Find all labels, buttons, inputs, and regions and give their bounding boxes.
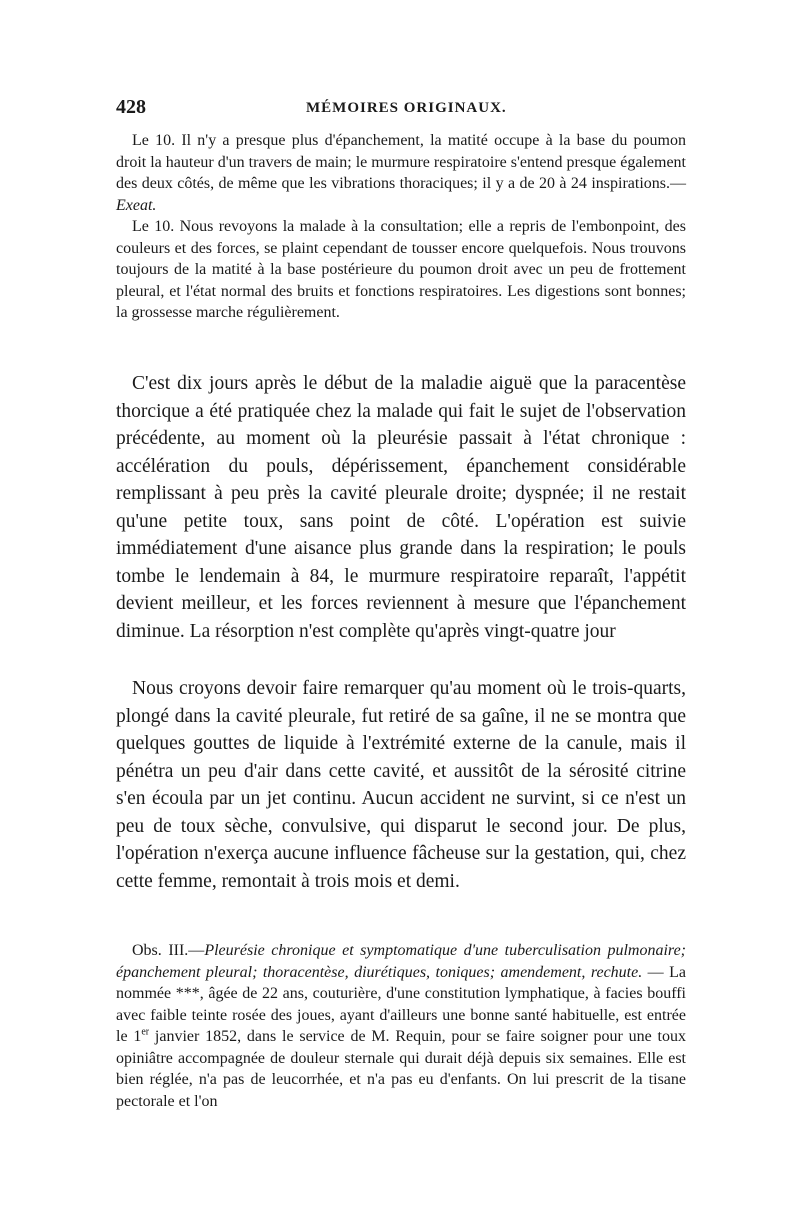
running-header [116,96,686,122]
observation-title: Pleurésie chronique et symptomatique d'une tuberculisation pulmonaire; épanchement pleural; thoracentèse, diurétiques, toniques; amendement, rechute. [116,942,686,981]
observation-text-continued: janvier 1852, dans le service de M. Requin, pour se faire soigner pour une toux opiniâtre accompagnée de douleur sternale qui durait déjà depuis six semaines. Elle est bien réglée, n'a pas de leucorrhée, et n'a pas eu d'enfants. On lui prescrit de la tisane pectorale et l'on [116,1028,687,1110]
paragraph-text: Le 10. Il n'y a presque plus d'épanchement, la matité occupe à la base du poumon droit la hauteur d'un travers de main; le murmure respiratoire s'entend presque également des deux côtés, de même que les vibrations thoraciques; il y a de 20 à 24 inspirations.— [116,132,686,192]
running-title: MÉMOIRES ORIGINAUX. [306,100,507,116]
paragraph-day-10-exeat [116,130,686,216]
paragraph-paracentesis: C'est dix jours après le début de la maladie aiguë que la paracentèse thorcique a été pratiquée chez la malade qui fait le sujet de l'observation précédente, au moment où la pleurésie passait à l'état chronique : accélération du pouls, dépérissement, épanchement considérable remplissant à peu près la cavité pleurale droite; dyspnée; il ne restait qu'une petite toux, sans point de côté. L'opération est suivie immédiatement d'une aisance plus grande dans la respiration; le pouls tombe le lendemain à 84, le murmure respiratoire reparaît, l'appétit devient meilleur, et les forces reviennent à mesure que l'épanchement diminue. La résorption n'est complète qu'après vingt-quatre jour [116,373,686,642]
observation-label: Obs. III.— [132,942,205,959]
observation-iii [116,940,686,1112]
observation-text: — La nommée ***, âgée de 22 ans, couturière, d'une constitution lymphatique, à facies bouffi avec faible teinte rosée des joues, ayant d'ailleurs une bonne santé habituelle, est entrée le 1 [116,963,687,1045]
paragraph-day-10-consultation: Le 10. Nous revoyons la malade à la consultation; elle a repris de l'embonpoint, des couleurs et des forces, se plaint cependant de tousser encore quelquefois. Nous trouvons toujours de la matité à la base postérieure du poumon droit avec un peu de frottement pleural, et l'état normal des bruits et fonctions respiratoires. Les digestions sont bonnes; la grossesse marche régulièrement. [116,218,686,321]
page-number: 428 [116,96,146,118]
ordinal-superscript: er [141,1026,150,1038]
exeat-italic: Exeat. [116,196,157,214]
paragraph-trocar-remark: Nous croyons devoir faire remarquer qu'au moment où le trois-quarts, plongé dans la cavité pleurale, fut retiré de sa gaîne, il ne se montra que quelques gouttes de liquide à l'extrémité externe de la canule, mais il pénétra un peu d'air dans cette cavité, et aussitôt de la sérosité citrine s'en écoula par un jet continu. Aucun accident ne survint, si ce n'est un peu de toux sèche, convulsive, qui disparut le second jour. De plus, l'opération n'exerça aucune influence fâcheuse sur la gestation, qui, chez cette femme, remontait à trois mois et demi. [116,678,686,892]
